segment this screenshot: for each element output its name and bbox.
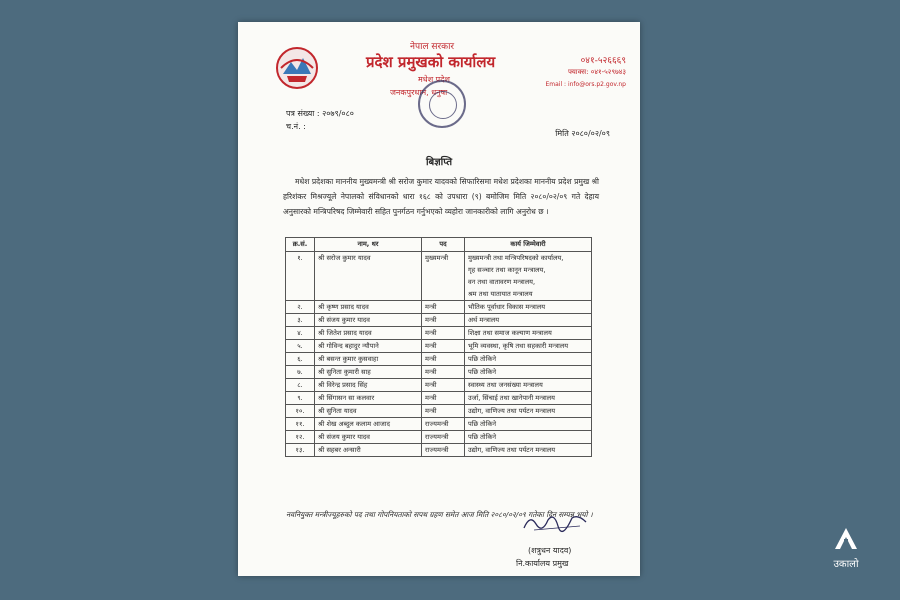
row-serial: ६. <box>286 353 315 366</box>
table-header-row <box>286 238 592 252</box>
row-portfolio <box>465 444 592 457</box>
table-row <box>286 431 592 444</box>
row-post: राज्यमन्त्री <box>422 431 465 444</box>
row-portfolio <box>465 405 592 418</box>
row-portfolio <box>465 392 592 405</box>
signatory-name: (शत्रुधन यादव) <box>528 546 572 555</box>
row-name: श्री कृष्ण प्रसाद यादव <box>315 301 422 314</box>
row-serial: ३. <box>286 314 315 327</box>
header-post: पद <box>422 238 465 252</box>
province-name: मधेश प्रदेश <box>418 75 450 84</box>
row-post: मन्त्री <box>422 379 465 392</box>
row-portfolio <box>465 314 592 327</box>
row-post: मन्त्री <box>422 301 465 314</box>
table-row <box>286 353 592 366</box>
portfolio-line: उद्योग, वाणिज्य तथा पर्यटन मन्त्रालय <box>468 446 556 454</box>
portfolio-line: पछि तोकिने <box>468 368 497 376</box>
portfolio-line: भूमि व्यवस्था, कृषि तथा सहकारी मन्त्रालय <box>468 342 569 350</box>
row-post: मन्त्री <box>422 327 465 340</box>
row-post: मन्त्री <box>422 353 465 366</box>
ukalo-logo <box>824 527 868 570</box>
row-post: मन्त्री <box>422 405 465 418</box>
row-serial: २. <box>286 301 315 314</box>
fax-number: फ्याक्स: ०४१-५२९७४३ <box>567 68 626 76</box>
row-post: राज्यमन्त्री <box>422 444 465 457</box>
portfolio-line: उर्जा, सिंचाई तथा खानेपानी मन्त्रालय <box>468 394 555 402</box>
portfolio-line: पछि तोकिने <box>468 433 497 441</box>
portfolio-line: गृह सञ्चार तथा कानून मन्त्रालय, <box>468 266 546 274</box>
row-portfolio <box>465 366 592 379</box>
row-portfolio <box>465 379 592 392</box>
row-serial: ४. <box>286 327 315 340</box>
row-serial: ११. <box>286 418 315 431</box>
row-portfolio <box>465 353 592 366</box>
table-row <box>286 301 592 314</box>
row-serial: १२. <box>286 431 315 444</box>
row-name: श्री सुनिता यादव <box>315 405 422 418</box>
row-post: मन्त्री <box>422 340 465 353</box>
table-row <box>286 314 592 327</box>
notice-date: मिति २०८०/०२/०९ <box>555 129 610 138</box>
portfolio-line: वन तथा वातावरण मन्त्रालय, <box>468 278 536 286</box>
ukalo-logo-label: उकालो <box>833 559 859 570</box>
table-row <box>286 340 592 353</box>
row-portfolio <box>465 431 592 444</box>
row-serial: १०. <box>286 405 315 418</box>
row-serial: ७. <box>286 366 315 379</box>
row-portfolio <box>465 340 592 353</box>
table-row <box>286 418 592 431</box>
portfolio-line: श्रम तथा यातायात मन्त्रालय <box>468 290 533 298</box>
row-name: श्री सरोज कुमार यादव <box>315 252 422 301</box>
portfolio-line: स्वास्थ्य तथा जनसंख्या मन्त्रालय <box>468 381 543 389</box>
portfolio-line: पछि तोकिने <box>468 420 497 428</box>
row-name: श्री सुनिता कुमारी साह <box>315 366 422 379</box>
header-name: नाम, थर <box>315 238 422 252</box>
row-post: मन्त्री <box>422 366 465 379</box>
portfolio-line: शिक्षा तथा समाज कल्याण मन्त्रालय <box>468 329 552 337</box>
dispatch-number: च.नं. : <box>286 122 306 131</box>
row-post: राज्यमन्त्री <box>422 418 465 431</box>
table-row <box>286 252 592 301</box>
portfolio-line: उद्योग, वाणिज्य तथा पर्यटन मन्त्रालय <box>468 407 556 415</box>
table-row <box>286 327 592 340</box>
row-post: मुख्यमन्त्री <box>422 252 465 301</box>
header-portfolio: कार्य जिम्मेवारी <box>465 238 592 252</box>
nepal-emblem-icon <box>275 46 319 90</box>
row-name: श्री सहबर अन्सारी <box>315 444 422 457</box>
office-city: जनकपुरधाम, धनुषा <box>390 88 448 97</box>
notice-document <box>238 22 640 576</box>
cabinet-table <box>285 237 592 457</box>
government-name: नेपाल सरकार <box>410 42 455 52</box>
table-row <box>286 379 592 392</box>
table-row <box>286 392 592 405</box>
table-row <box>286 444 592 457</box>
portfolio-line: पछि तोकिने <box>468 355 497 363</box>
row-name: श्री जितेश प्रसाद यादव <box>315 327 422 340</box>
row-name: श्री बसन्त कुमार कुसवाहा <box>315 353 422 366</box>
row-name: श्री संजय कुमार यादव <box>315 314 422 327</box>
row-name: श्री गोविन्द बहादुर न्यौपाने <box>315 340 422 353</box>
office-email: Email : info@ors.p2.gov.np <box>545 81 626 88</box>
signature-icon <box>520 510 592 534</box>
notice-body: मधेश प्रदेशका माननीय मुख्यमन्त्री श्री सरोज कुमार यादवको सिफारिसमा मधेश प्रदेशका माननीय प्रदेश प्रमुख श्री हरिशंकर मिश्रज्यूले नेपालको संविधानको धारा १६८ को उपधारा (९) बमोजिम मिति २०८०/०२/०९ गते देहाय अनुसारको मन्त्रिपरिषद जिम्मेवारी सहित पुनर्गठन गर्नुभएको व्यहोरा जानकारीको लागि अनुरोध छ । <box>283 177 599 216</box>
oath-footnote: नवनियुक्त मन्त्रीज्यूहरुको पद तथा गोपनियताको सपथ ग्रहण समेत आज मिति २०८०/०२/०९ गतेका दिन सम्पन्न भयो । <box>286 510 593 519</box>
row-portfolio <box>465 418 592 431</box>
portfolio-line: मुख्यमन्त्री तथा मन्त्रिपरिषदको कार्यालय, <box>468 254 564 262</box>
row-serial: ५. <box>286 340 315 353</box>
office-stamp-icon <box>418 80 466 128</box>
row-portfolio <box>465 252 592 301</box>
header-serial: क्र.सं. <box>286 238 315 252</box>
ukalo-logo-icon <box>833 527 859 551</box>
row-name: श्री सिंगासन सा कलवार <box>315 392 422 405</box>
row-serial: ९. <box>286 392 315 405</box>
table-row <box>286 366 592 379</box>
portfolio-line: भौतिक पूर्वाधार विकास मन्त्रालय <box>468 303 546 311</box>
signatory-title: नि.कार्यालय प्रमुख <box>516 559 569 568</box>
table-row <box>286 405 592 418</box>
row-portfolio <box>465 301 592 314</box>
row-serial: ८. <box>286 379 315 392</box>
row-portfolio <box>465 327 592 340</box>
row-serial: १. <box>286 252 315 301</box>
cabinet-table-body <box>286 252 592 457</box>
row-serial: १३. <box>286 444 315 457</box>
row-name: श्री शेख अब्दुल कलाम आजाद <box>315 418 422 431</box>
phone-number: ०४१-५२६६६९ <box>580 56 626 66</box>
row-name: श्री संजय कुमार यादव <box>315 431 422 444</box>
letter-number: पत्र संख्या : २०७९/०८० <box>286 109 354 118</box>
portfolio-line: अर्थ मन्त्रालय <box>468 316 500 324</box>
row-name: श्री विरेन्द्र प्रसाद सिंह <box>315 379 422 392</box>
office-title: प्रदेश प्रमुखको कार्यालय <box>366 53 496 71</box>
row-post: मन्त्री <box>422 392 465 405</box>
row-post: मन्त्री <box>422 314 465 327</box>
notice-title: बिज्ञप्ति <box>425 157 453 168</box>
